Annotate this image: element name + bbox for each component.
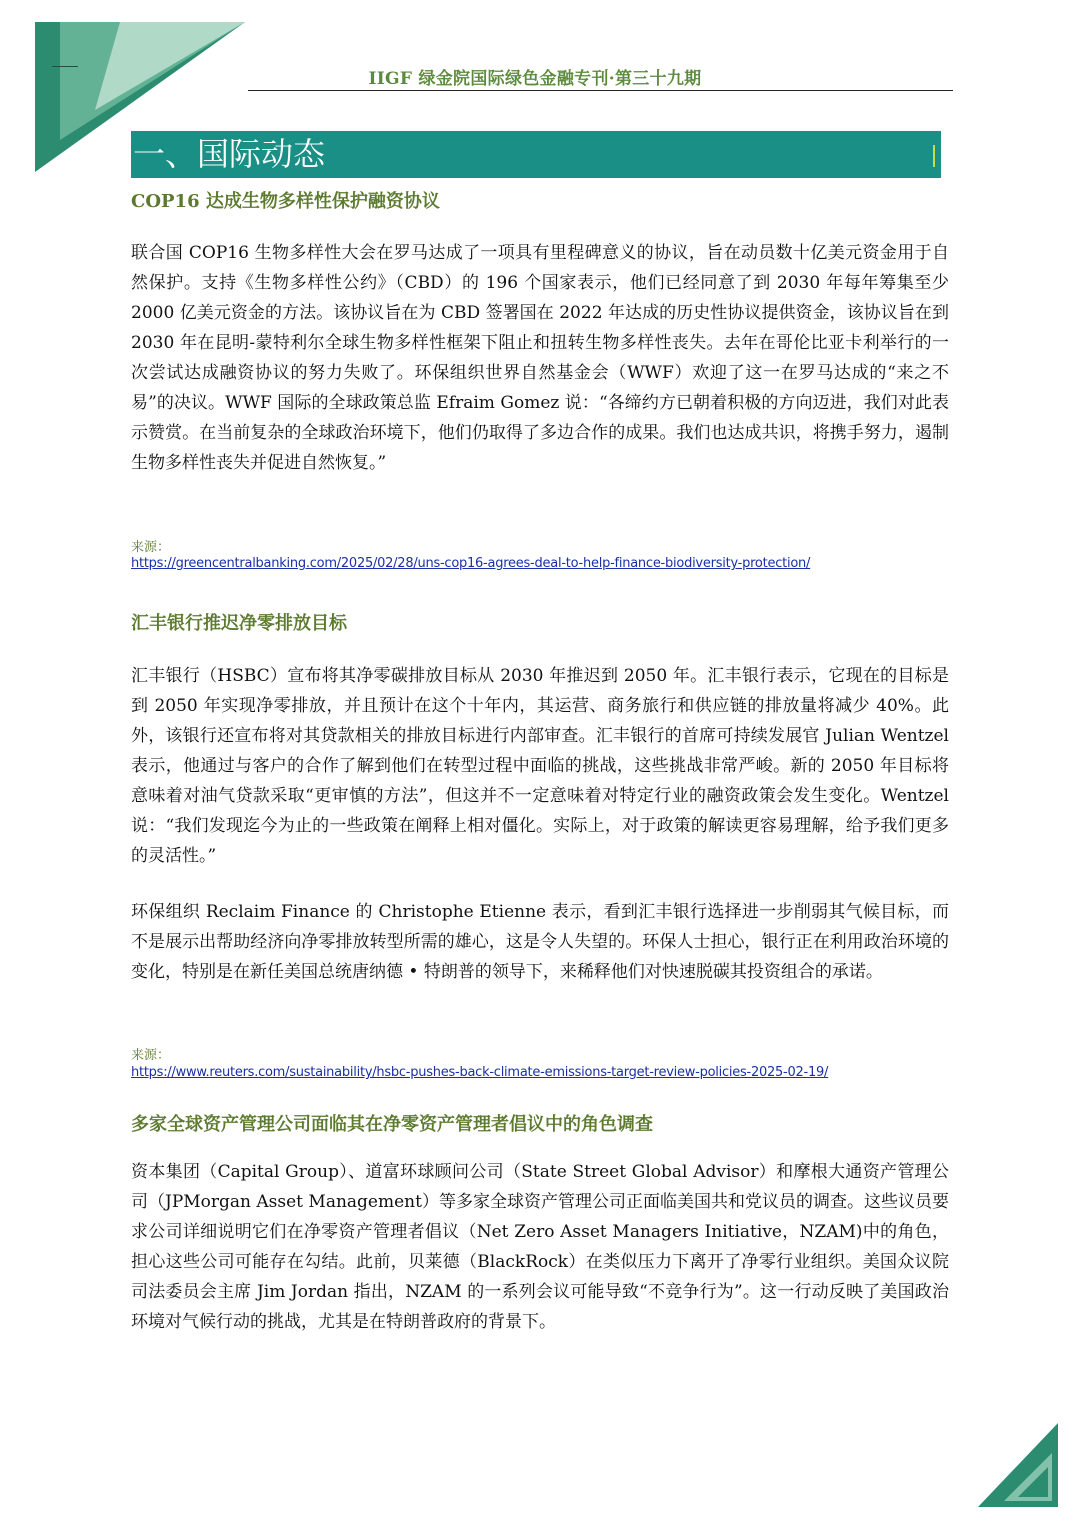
corner-decoration-bottom-right <box>978 1423 1058 1507</box>
article-paragraph: 资本集团（Capital Group）、道富环球顾问公司（State Street Global Advisor）和摩根大通资产管理公司（JPMorgan Asset Management）等多家全球资产管理公司正面临美国共和党议员的调查。这些议员要求公司详细说明它们在净零资产管理者倡议（Net Zero Asset Managers Initiative，NZAM)中的角色，担心这些公司可能存在勾结。此前，贝莱德（BlackRock）在类似压力下离开了净零行业组织。美国众议院司法委员会主席 Jim Jordan 指出，NZAM 的一系列会议可能导致“不竞争行为”。这一行动反映了美国政治环境对气候行动的挑战，尤其是在特朗普政府的背景下。 <box>131 1162 949 1332</box>
article-heading: 汇丰银行推迟净零排放目标 <box>131 613 347 634</box>
header-divider <box>248 90 953 91</box>
article-paragraph: 联合国 COP16 生物多样性大会在罗马达成了一项具有里程碑意义的协议，旨在动员数十亿美元资金用于自然保护。支持《生物多样性公约》（CBD）的 196 个国家表示，他们已经同意了到 2030 年每年筹集至少 2000 亿美元资金的方法。该协议旨在为 CBD 签署国在 2022 年达成的历史性协议提供资金，该协议旨在到 2030 年在昆明-蒙特利尔全球生物多样性框架下阻止和扭转生物多样性丧失。去年在哥伦比亚卡利举行的一次尝试达成融资协议的努力失败了。环保组织世界自然基金会（WWF）欢迎了这一在罗马达成的“来之不易”的决议。WWF 国际的全球政策总监 Efraim Gomez 说：“各缔约方已朝着积极的方向迈进，我们对此表示赞赏。在当前复杂的全球政治环境下，他们仍取得了多边合作的成果。我们也达成共识，将携手努力，遏制生物多样性丧失并促进自然恢复。” <box>131 243 949 473</box>
article-heading: 多家全球资产管理公司面临其在净零资产管理者倡议中的角色调查 <box>131 1114 653 1135</box>
source-link[interactable]: https://www.reuters.com/sustainability/hsbc-pushes-back-climate-emissions-target-review-policies-2025-02-19/ <box>131 1065 829 1080</box>
corner-dash <box>52 66 78 67</box>
source-link[interactable]: https://greencentralbanking.com/2025/02/28/uns-cop16-agrees-deal-to-help-finance-biodiversity-protection/ <box>131 556 811 571</box>
article-paragraph: 环保组织 Reclaim Finance 的 Christophe Etienne 表示，看到汇丰银行选择进一步削弱其气候目标，而不是展示出帮助经济向净零排放转型所需的雄心，这是令人失望的。环保人士担心，银行正在利用政治环境的变化，特别是在新任美国总统唐纳德 • 特朗普的领导下，来稀释他们对快速脱碳其投资组合的承诺。 <box>131 902 949 982</box>
article-paragraph: 汇丰银行（HSBC）宣布将其净零碳排放目标从 2030 年推迟到 2050 年。汇丰银行表示，它现在的目标是到 2050 年实现净零排放，并且预计在这个十年内，其运营、商务旅行和供应链的排放量将减少 40%。此外，该银行还宣布将对其贷款相关的排放目标进行内部审查。汇丰银行的首席可持续发展官 Julian Wentzel 表示，他通过与客户的合作了解到他们在转型过程中面临的挑战，这些挑战非常严峻。新的 2050 年目标将意味着对油气贷款采取“更审慎的方法”，但这并不一定意味着对特定行业的融资政策会发生变化。Wentzel 说：“我们发现迄今为止的一些政策在阐释上相对僵化。实际上，对于政策的解读更容易理解，给予我们更多的灵活性。” <box>131 666 949 866</box>
article-heading: COP16 达成生物多样性保护融资协议 <box>131 191 440 212</box>
source-label: 来源： <box>131 540 171 555</box>
banner-accent-mark <box>933 145 935 167</box>
section-title: 一、国际动态 <box>133 135 326 173</box>
section-banner <box>131 131 941 178</box>
journal-header-title: IIGF 绿金院国际绿色金融专刊·第三十九期 <box>368 69 702 89</box>
source-label: 来源： <box>131 1048 171 1063</box>
